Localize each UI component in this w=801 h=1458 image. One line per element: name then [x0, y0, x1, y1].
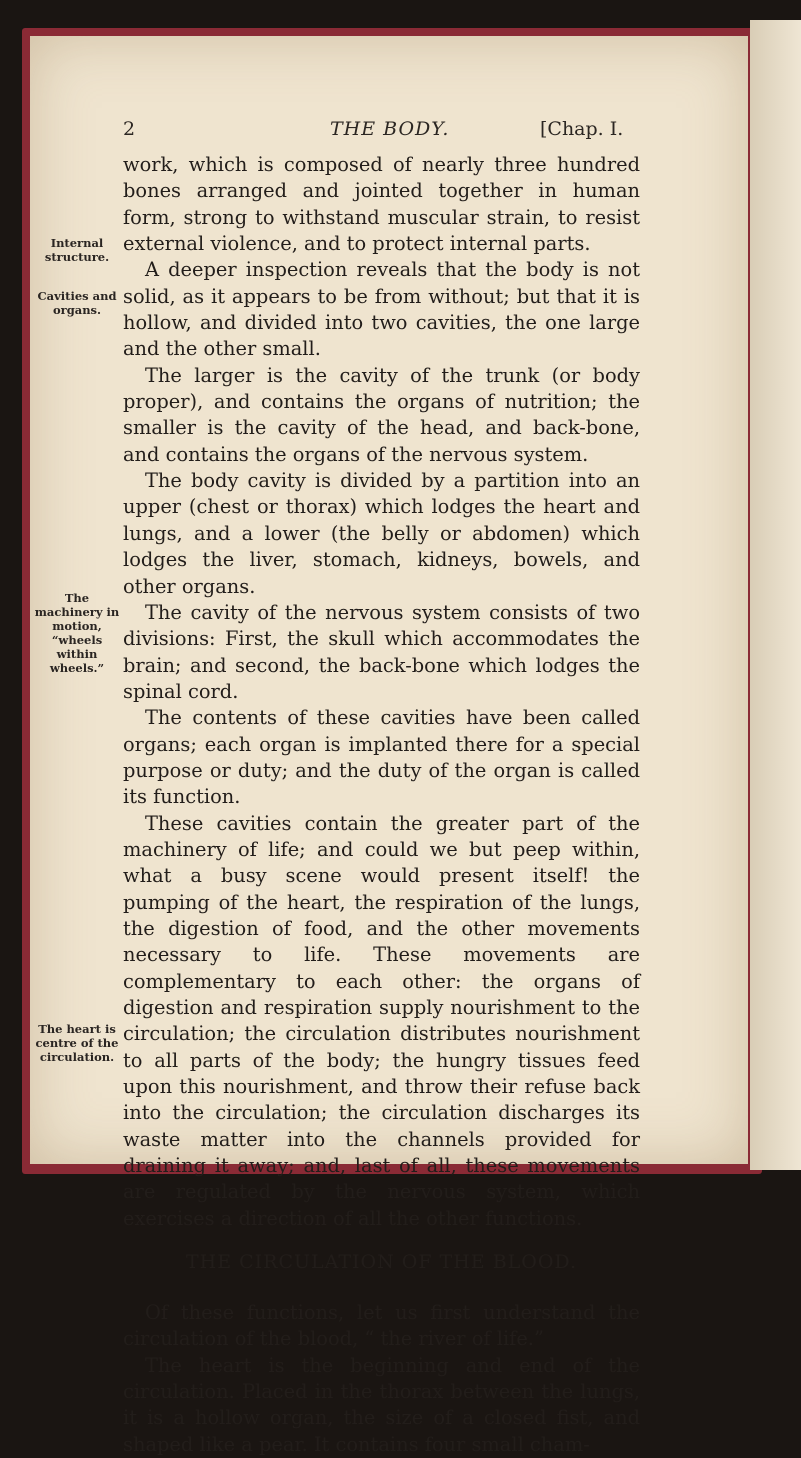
chapter-label: [Chap. I.: [540, 118, 624, 140]
paragraph: The cavity of the nervous system consists of two divisions: First, the skull which accommodates the brain; and second, the back-bone which lodges the spinal cord.: [123, 600, 640, 703]
adjacent-page-edge: [750, 20, 801, 1170]
body-text: [123, 152, 640, 1458]
paragraph: work, which is composed of nearly three hundred bones arranged and jointed together in human form, strong to withstand muscular strain, to resist external violence, and to protect internal parts.: [123, 153, 640, 256]
paragraph: The body cavity is divided by a partition into an upper (chest or thorax) which lodges the heart and lungs, and a lower (the belly or abdomen) which lodges the liver, stomach, kidneys, bowels, and other organs.: [123, 469, 640, 598]
paragraph: A deeper inspection reveals that the body is not solid, as it appears to be from without; but that it is hollow, and divided into two cavities, the one large and the other small.: [123, 258, 640, 361]
margin-note-heart: The heart is centre of the circulation.: [35, 1022, 119, 1064]
paragraph: The heart is the beginning and end of the circulation. Placed in the thorax between the lungs, it is a hollow organ, the size of a closed fist, and shaped like a pear. It contains four small cham-: [123, 1353, 640, 1456]
section-heading: THE CIRCULATION OF THE BLOOD.: [185, 1251, 578, 1274]
paragraph: The larger is the cavity of the trunk (or body proper), and contains the organs of nutrition; the smaller is the cavity of the head, and back-bone, and contains the organs of the nervous system.: [123, 363, 640, 466]
margin-note-cavities: Cavities and organs.: [37, 289, 117, 317]
paragraph: These cavities contain the greater part of the machinery of life; and could we but peep within, what a busy scene would present itself! the pumping of the heart, the respiration of the lungs, the digestion of food, and the other movements necessary to life. These movements are complementary to each other: the organs of digestion and respiration supply nourishment to the circulation; the circulation distributes nourishment to all parts of the body; the hungry tissues feed upon this nourishment, and throw their refuse back into the circulation; the circulation discharges its waste matter into the channels provided for draining it away; and, last of all, these movements are regulated by the nervous system, which exercises a direction of all the other functions.: [123, 811, 640, 1230]
paragraph: Of these functions, let us first understand the circulation of the blood, “ the river of life.”: [123, 1301, 640, 1351]
page-number: 2: [123, 118, 136, 140]
margin-note-machinery: The machinery in motion, “wheels within wheels.”: [34, 591, 120, 675]
paragraph: The contents of these cavities have been called organs; each organ is implanted there for a special purpose or duty; and the duty of the organ is called its function.: [123, 706, 640, 809]
margin-note-internal-structure: Internal structure.: [44, 236, 110, 264]
running-title: THE BODY.: [330, 118, 450, 140]
running-header: [0, 118, 801, 144]
